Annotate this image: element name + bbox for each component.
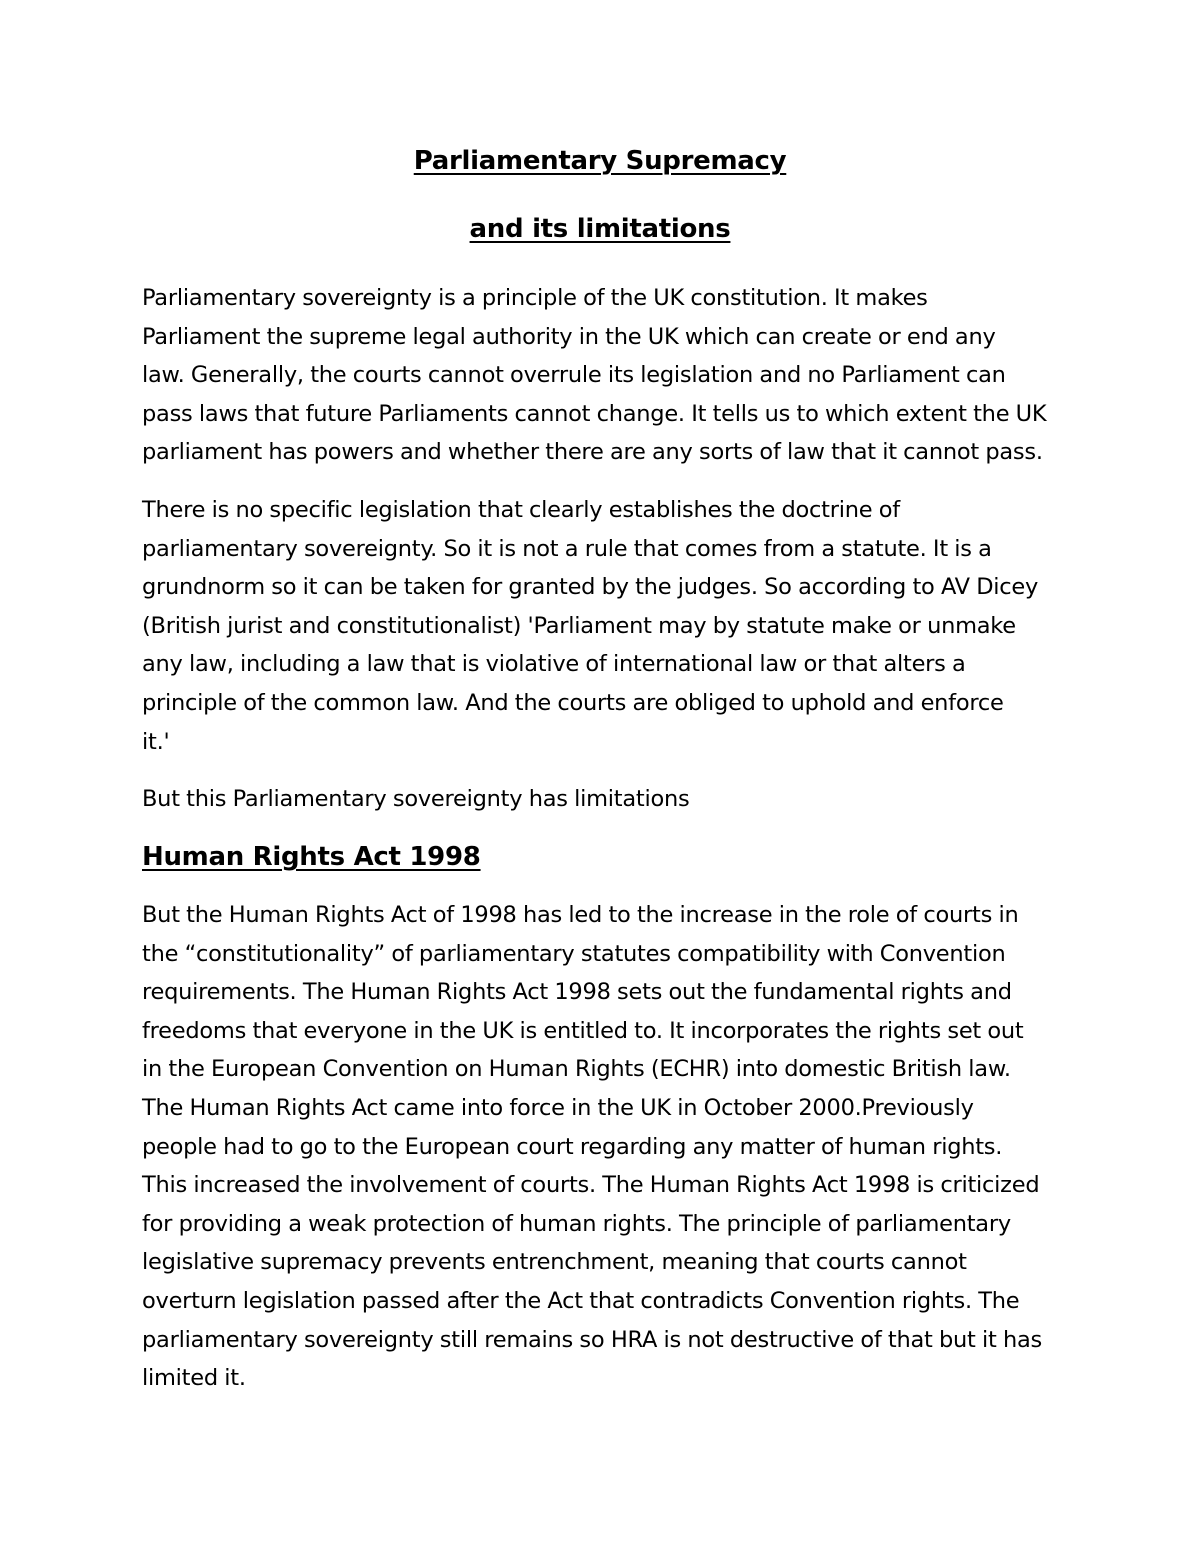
paragraph-line: legislative supremacy prevents entrenchment, meaning that courts cannot: [142, 1249, 967, 1276]
paragraph-line: parliament has powers and whether there are any sorts of law that it cannot pass.: [142, 439, 1043, 466]
paragraph-line: parliamentary sovereignty still remains so HRA is not destructive of that but it has: [142, 1326, 1043, 1353]
paragraph-limitations: [142, 780, 1062, 819]
paragraph-line: people had to go to the European court regarding any matter of human rights.: [142, 1133, 1003, 1160]
paragraph-line: law. Generally, the courts cannot overrule its legislation and no Parliament can: [142, 362, 1006, 389]
paragraph-line: freedoms that everyone in the UK is entitled to. It incorporates the rights set out: [142, 1017, 1024, 1044]
paragraph-line: in the European Convention on Human Rights (ECHR) into domestic British law.: [142, 1056, 1011, 1083]
paragraph-line: grundnorm so it can be taken for granted by the judges. So according to AV Dicey: [142, 574, 1039, 601]
paragraph-line: pass laws that future Parliaments cannot change. It tells us to which extent the UK: [142, 400, 1047, 427]
page-title: Parliamentary Supremacy: [413, 146, 787, 176]
paragraph-line: But the Human Rights Act of 1998 has led to the increase in the role of courts in: [142, 902, 1019, 928]
paragraph-line: overturn legislation passed after the Act that contradicts Convention rights. The: [142, 1287, 1020, 1314]
paragraph-line: for providing a weak protection of human rights. The principle of parliamentary: [142, 1210, 1011, 1237]
paragraph-line: principle of the common law. And the courts are obliged to uphold and enforce: [142, 689, 1004, 716]
paragraph-dicey: [142, 491, 1062, 761]
paragraph-line: the “constitutionality” of parliamentary statutes compatibility with Convention: [142, 940, 1006, 967]
section-heading: Human Rights Act 1998: [142, 842, 481, 872]
paragraph-hra: [142, 896, 1062, 1398]
page-subtitle: and its limitations: [469, 214, 731, 244]
paragraph-line: limited it.: [142, 1365, 246, 1392]
paragraph-line: Parliamentary sovereignty is a principle of the UK constitution. It makes: [142, 285, 928, 311]
paragraph-line: The Human Rights Act came into force in the UK in October 2000.Previously: [142, 1094, 974, 1121]
paragraph-line: There is no specific legislation that clearly establishes the doctrine of: [142, 497, 900, 523]
paragraph-line: This increased the involvement of courts. The Human Rights Act 1998 is criticized: [142, 1172, 1040, 1199]
paragraph-line: Parliament the supreme legal authority in the UK which can create or end any: [142, 323, 996, 350]
paragraph-line: it.': [142, 728, 170, 755]
paragraph-line: requirements. The Human Rights Act 1998 sets out the fundamental rights and: [142, 979, 1012, 1006]
paragraph-intro: [142, 279, 1062, 472]
paragraph-line: (British jurist and constitutionalist) 'Parliament may by statute make or unmake: [142, 612, 1016, 639]
paragraph-line: parliamentary sovereignty. So it is not a rule that comes from a statute. It is a: [142, 535, 992, 562]
paragraph-line: any law, including a law that is violative of international law or that alters a: [142, 651, 966, 678]
paragraph-line: But this Parliamentary sovereignty has limitations: [142, 786, 690, 812]
